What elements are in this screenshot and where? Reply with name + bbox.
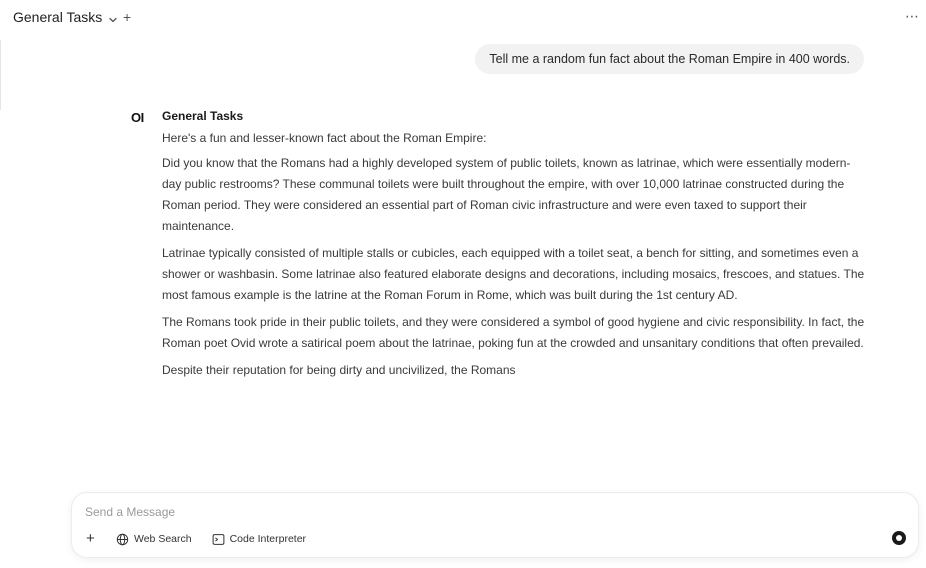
more-options-icon[interactable]: ⋯ <box>905 8 920 24</box>
sidebar-edge <box>0 40 1 110</box>
code-interpreter-label: Code Interpreter <box>229 533 307 545</box>
composer-toolbar <box>86 531 306 547</box>
model-selector-label: General Tasks <box>13 9 103 25</box>
user-message: Tell me a random fun fact about the Roman Empire in 400 words. <box>475 44 864 74</box>
response-paragraph: Despite their reputation for being dirty and uncivilized, the Romans <box>162 363 516 377</box>
assistant-model-name: General Tasks <box>162 109 244 123</box>
terminal-icon <box>212 533 225 546</box>
top-bar <box>0 0 926 36</box>
chevron-down-icon <box>108 12 118 22</box>
response-paragraph: Here's a fun and lesser-known fact about the Roman Empire: <box>162 131 487 145</box>
model-selector[interactable] <box>13 9 118 25</box>
response-paragraph: The Romans took pride in their public toilets, and they were considered a symbol of good hygiene and civic responsibility. In fact, the Roman poet Ovid wrote a satirical poem about the latrinae, poking fun at the crowded and unsanitary conditions that often prevailed. <box>162 315 865 350</box>
add-model-icon[interactable]: + <box>123 9 132 25</box>
voice-mode-button[interactable] <box>892 531 906 545</box>
message-input[interactable] <box>85 505 785 519</box>
response-paragraph: Did you know that the Romans had a highly developed system of public toilets, known as latrinae, which were essentially modern-day public restrooms? These communal toilets were built throughout the empire, with over 10,000 latrinae constructed during the Roman period. They were considered an essential part of Roman civic infrastructure and were even taxed to support their maintenance. <box>162 156 851 233</box>
web-search-button[interactable] <box>116 533 192 546</box>
message-composer <box>71 492 919 558</box>
globe-icon <box>116 533 129 546</box>
web-search-label: Web Search <box>134 533 192 545</box>
code-interpreter-button[interactable] <box>212 533 306 546</box>
add-attachment-button[interactable]: + <box>86 530 95 547</box>
assistant-avatar: OI <box>131 110 144 125</box>
assistant-message-body <box>162 108 867 387</box>
response-paragraph: Latrinae typically consisted of multiple stalls or cubicles, each equipped with a toilet seat, a bench for sitting, and sometimes even a shower or washbasin. Some latrinae also featured elaborate designs and decorations, including mosaics, frescoes, and statues. The most famous example is the latrine at the Roman Forum in Rome, which was built during the 1st century AD. <box>162 246 865 302</box>
